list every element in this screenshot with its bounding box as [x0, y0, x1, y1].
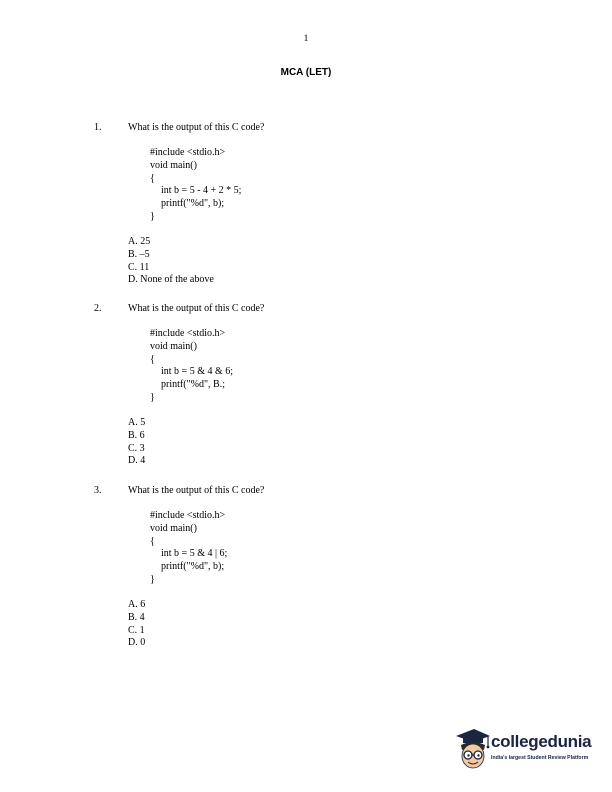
code-line: int b = 5 & 4 | 6;	[161, 548, 228, 560]
code-line: void main()	[150, 159, 197, 171]
code-block	[150, 147, 241, 224]
option-b: B. 4	[128, 611, 145, 623]
code-block	[150, 510, 227, 587]
options-list	[128, 417, 145, 468]
collegedunia-logo	[452, 726, 602, 774]
option-d: D. None of the above	[128, 274, 214, 286]
options-list	[128, 599, 145, 650]
code-line: #include <stdio.h>	[150, 510, 226, 521]
option-c: C. 11	[128, 261, 150, 273]
question-text: What is the output of this C code?	[128, 122, 265, 133]
question-number: 1.	[94, 122, 102, 133]
code-line: {	[150, 535, 155, 547]
code-line: #include <stdio.h>	[150, 328, 226, 339]
option-d: D. 4	[128, 455, 146, 467]
code-line: printf("%d", b);	[161, 198, 225, 210]
question-text: What is the output of this C code?	[128, 485, 265, 496]
code-line: }	[150, 391, 155, 403]
option-b: B. 6	[128, 429, 145, 441]
code-line: }	[150, 573, 155, 585]
code-line: printf("%d", b);	[161, 561, 225, 573]
options-list	[128, 236, 214, 287]
code-line: {	[150, 353, 155, 365]
code-line: int b = 5 - 4 + 2 * 5;	[161, 185, 242, 197]
option-d: D. 0	[128, 637, 146, 649]
option-c: C. 3	[128, 442, 145, 454]
option-a: A. 25	[128, 236, 151, 247]
option-a: A. 6	[128, 599, 146, 610]
code-line: }	[150, 210, 155, 222]
option-b: B. –5	[128, 248, 150, 260]
question-text: What is the output of this C code?	[128, 303, 265, 314]
question-number: 2.	[94, 303, 102, 314]
option-c: C. 1	[128, 624, 145, 636]
page-title: MCA (LET)	[280, 67, 332, 78]
option-a: A. 5	[128, 417, 146, 428]
student-mascot-icon	[452, 726, 492, 774]
code-line: void main()	[150, 340, 197, 352]
code-line: printf("%d", B.;	[161, 379, 225, 391]
code-block	[150, 328, 233, 405]
code-line: #include <stdio.h>	[150, 147, 226, 158]
page-number: 1	[303, 34, 309, 44]
code-line: void main()	[150, 522, 197, 534]
code-line: int b = 5 & 4 & 6;	[161, 366, 234, 378]
logo-name: collegedunia	[491, 732, 592, 751]
question-number: 3.	[94, 485, 102, 496]
code-line: {	[150, 172, 155, 184]
logo-tagline: India's largest Student Review Platform	[491, 755, 589, 761]
